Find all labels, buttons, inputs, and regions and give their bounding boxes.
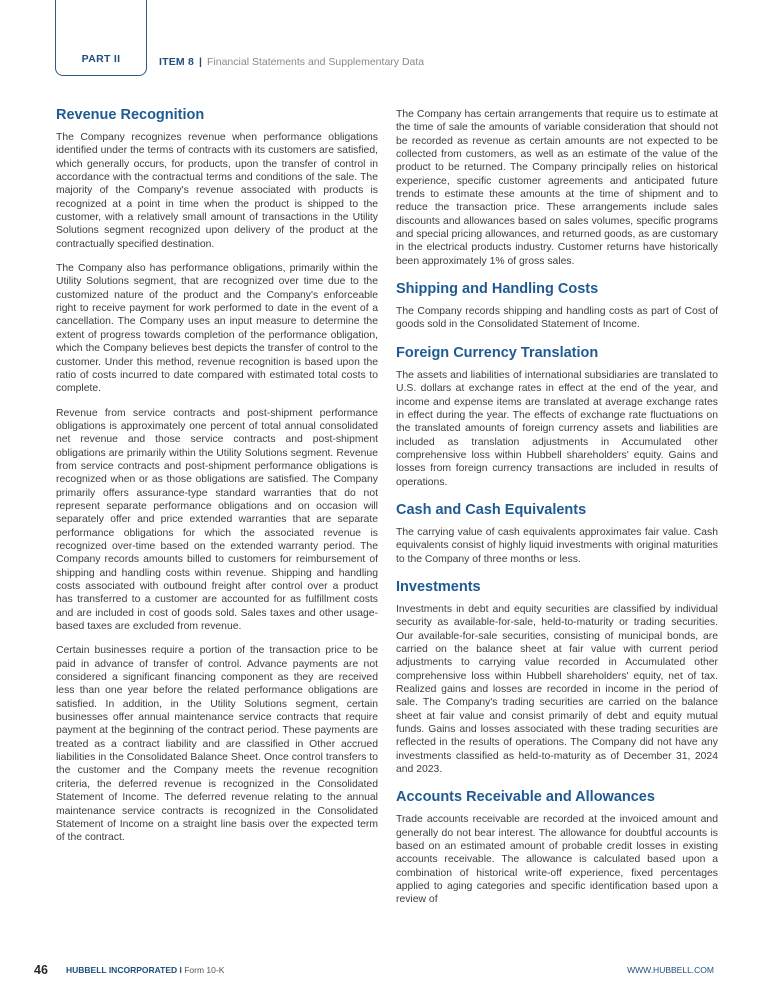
section-title-cash-equivalents: Cash and Cash Equivalents	[396, 501, 587, 518]
part-tab	[55, 0, 147, 76]
company-name	[66, 965, 224, 975]
section-title-revenue-recognition: Revenue Recognition	[56, 107, 205, 123]
paragraph: The carrying value of cash equivalents approximates fair value. Cash equivalents consist of highly liquid investments with original maturities to the Company of three months or less.	[396, 526, 718, 565]
paragraph: Investments in debt and equity securities are classified by individual security as available-for-sale, held-to-maturity or trading securities. Our available-for-sale securities, consisting of municipal bonds, are carried on the balance sheet at fair value with current period adjustments to carrying value recorded in Accumulated other comprehensive loss within Hubbell shareholders' equity, net of tax. Realized gains and losses are recorded in income in the period of sale. The Company's trading securities are carried on the balance sheet at fair value and consist primarily of debt and equity mutual funds. Gains and losses associated with these trading securities are reflected in the results of operations. The Company did not have any investments classified as held-to-maturity as of December 31, 2024 and 2023.	[396, 603, 718, 776]
item-header	[159, 56, 424, 68]
section-title-investments: Investments	[396, 578, 481, 595]
left-column	[56, 105, 378, 856]
website-link[interactable]: WWW.HUBBELL.COM	[627, 965, 714, 975]
paragraph: The assets and liabilities of international subsidiaries are translated to U.S. dollars at exchange rates in effect at the end of the year, and income and expense items are translated at average exchange rates in effect during the year. The effects of exchange rate fluctuations on the translated amounts of foreign currency assets and liabilities are included as translation adjustments in Accumulated other comprehensive loss within Hubbell shareholders' equity. Gains and losses from foreign currency transactions are included in results of operations.	[396, 369, 718, 488]
paragraph: Certain businesses require a portion of the transaction price to be paid in advance of transfer of control. Advance payments are not considered a significant financing component as they are received less than one year before the related performance obligations are satisfied. In addition, in the Utility Solutions segment, certain businesses offer annual maintenance service contracts that require payment at the beginning of the contract period. These payments are treated as a contract liability and are classified in Other accrued liabilities in the Consolidated Balance Sheet. Once control transfers to the customer and the Company meets the revenue recognition criteria, the deferred revenue is recognized in the Consolidated Statement of Income. The deferred revenue relating to the annual maintenance service contracts is recognized in the Consolidated Statement of Income on a straight line basis over the expected term of the contract.	[56, 645, 378, 844]
paragraph-variable-consideration: The Company has certain arrangements that require us to estimate at the time of sale the amounts of variable consideration that should not be recorded as revenue as certain amounts are not expected to be collected from customers, as well as an estimate of the value of the product to be returned. The Company principally relies on historical experience, specific customer agreements and anticipated future trends to estimate these amounts at the time of shipment and to reduce the transaction price. These arrangements include sales discounts and allowances based on sales volumes, specific programs and special pricing allowances, and returned goods, as are customary in the electrical products industry. Customer returns have historically been approximately 1% of gross sales.	[396, 109, 718, 267]
company-label: HUBBELL INCORPORATED I	[66, 965, 182, 975]
page-number: 46	[34, 963, 48, 977]
paragraph: Revenue from service contracts and post-shipment performance obligations is approximately one percent of total annual consolidated net revenue and those service contracts and post-shipment obligations are primarily within the Utility Solutions segment. Revenue from service contracts and post-shipment performance obligations is recognized when or as those obligations are satisfied. The Company primarily offers assurance-type standard warranties that do not represent separate performance obligations and on occasion will separately offer and price extended warranties that are separate performance obligations for which the associated revenue is recognized over-time based on the extended warranty period. The Company records amounts billed to customers for reimbursement of shipping and handling costs within revenue. Shipping and handling costs associated with outbound freight after control over a product has transferred to a customer are accounted for as fulfillment costs and are included in cost of goods sold. Sales taxes and other usage-based taxes are excluded from revenue.	[56, 407, 378, 633]
section-title-shipping-handling: Shipping and Handling Costs	[396, 281, 599, 298]
section-title-accounts-receivable: Accounts Receivable and Allowances	[396, 789, 655, 806]
right-column	[396, 108, 718, 918]
paragraph: The Company also has performance obligations, primarily within the Utility Solutions segment, that are recognized over time due to the customized nature of the product and the Company's enforceable right to receive payment for work performed to date in the event of a cancellation. The Company uses an input measure to determine the extent of progress towards completion of the performance obligation, which the Company believes best depicts the transfer of control to the customer. Under this method, revenue recognition is based upon the ratio of costs incurred to date compared with estimated total costs to complete.	[56, 263, 378, 395]
section-title-foreign-currency: Foreign Currency Translation	[396, 344, 599, 361]
header-separator: |	[199, 56, 202, 68]
page-footer	[0, 963, 768, 979]
form-type: Form 10-K	[184, 965, 225, 975]
part-label: PART II	[81, 53, 121, 65]
item-number: ITEM 8	[159, 56, 195, 68]
item-title: Financial Statements and Supplementary Data	[207, 56, 425, 68]
paragraph: The Company recognizes revenue when performance obligations identified under the terms of contracts with its customers are satisfied, which generally occurs, for products, upon the transfer of control in accordance with the contractual terms and conditions of the sale. The majority of the Company's revenue associated with products is recognized at a point in time when the product is shipped to the customer, with a relatively small amount of transactions in the Utility Solutions segment recognized upon delivery of the product at the contractually specified destination.	[56, 132, 378, 250]
paragraph: Trade accounts receivable are recorded at the invoiced amount and generally do not bear interest. The allowance for doubtful accounts is based on an estimated amount of probable credit losses in existing accounts receivable. The allowance is calculated based upon a combination of historical write-off experience, fixed percentages applied to aging categories and specific identification based upon a review of	[396, 814, 718, 906]
paragraph: The Company records shipping and handling costs as part of Cost of goods sold in the Consolidated Statement of Income.	[396, 306, 718, 331]
